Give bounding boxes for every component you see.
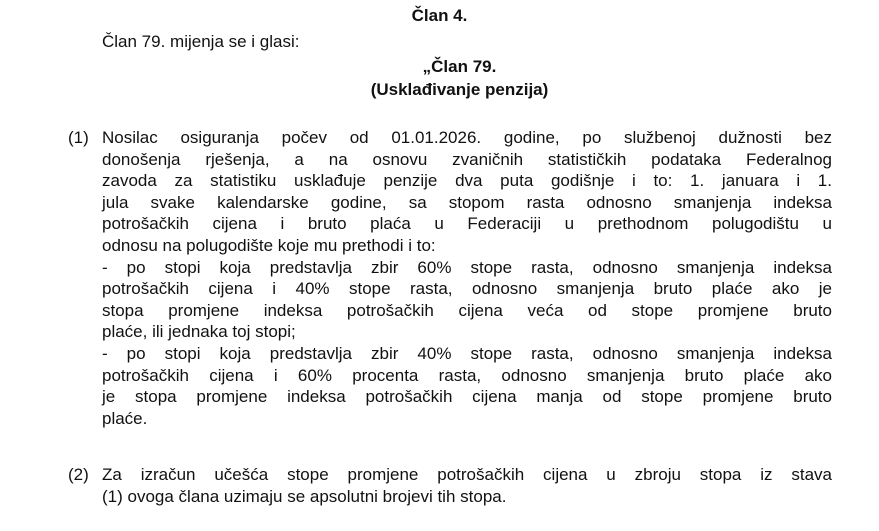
paragraph-item-2 <box>68 464 832 507</box>
paragraph-line: potrošačkih cijena i bruto plaća u Federaciji u prethodnom polugodištu u <box>102 214 832 234</box>
paragraph-line: - po stopi koja predstavlja zbir 60% stope rasta, odnosno smanjenja indeksa <box>102 257 832 277</box>
paragraph-line: zavoda za statistiku usklađuje penzije dva puta godišnje i to: 1. januara i 1. <box>102 171 832 191</box>
new-article-title: „Član 79. <box>422 57 497 76</box>
paragraph-line: plaće. <box>102 408 148 428</box>
paragraph-line: Za izračun učešća stope promjene potrošačkih cijena u zbroju stopa iz stava <box>102 465 832 484</box>
paragraph-line: stopa promjene indeksa potrošačkih cijena veća od stope promjene bruto <box>102 300 832 320</box>
paragraph-text <box>102 464 832 507</box>
paragraph-line: (1) ovoga člana uzimaju se apsolutni brojevi tih stopa. <box>102 486 507 506</box>
paragraph-line: odnosu na polugodište koje mu prethodi i to: <box>102 235 436 255</box>
paragraph-line: potrošačkih cijena i 40% stope rasta, odnosno smanjenja bruto plaće ako je <box>102 279 832 299</box>
paragraph-line: plaće, ili jednaka toj stopi; <box>102 322 296 342</box>
paragraph-line: jula svake kalendarske godine, sa stopom rasta odnosno smanjenja indeksa <box>102 192 832 212</box>
paragraph-number: (1) <box>68 128 89 147</box>
paragraph-line: - po stopi koja predstavlja zbir 40% stope rasta, odnosno smanjenja indeksa <box>102 343 832 363</box>
paragraph-line: Nosilac osiguranja počev od 01.01.2026. godine, po službenoj dužnosti bez <box>102 128 832 147</box>
new-article-subtitle: (Usklađivanje penzija) <box>370 80 549 99</box>
paragraph-item-1 <box>68 127 832 429</box>
paragraph-number: (2) <box>68 465 89 484</box>
intro-text: Član 79. mijenja se i glasi: <box>102 32 300 51</box>
paragraph-line: donošenja rješenja, a na osnovu zvaničnih statističkih podataka Federalnog <box>102 149 832 169</box>
paragraph-text <box>102 127 832 429</box>
paragraph-line: potrošačkih cijena i 60% procenta rasta, odnosno smanjenja bruto plaće ako <box>102 365 832 385</box>
paragraph-line: je stopa promjene indeksa potrošačkih cijena manja od stope promjene bruto <box>102 387 832 407</box>
article-title: Član 4. <box>411 6 468 25</box>
